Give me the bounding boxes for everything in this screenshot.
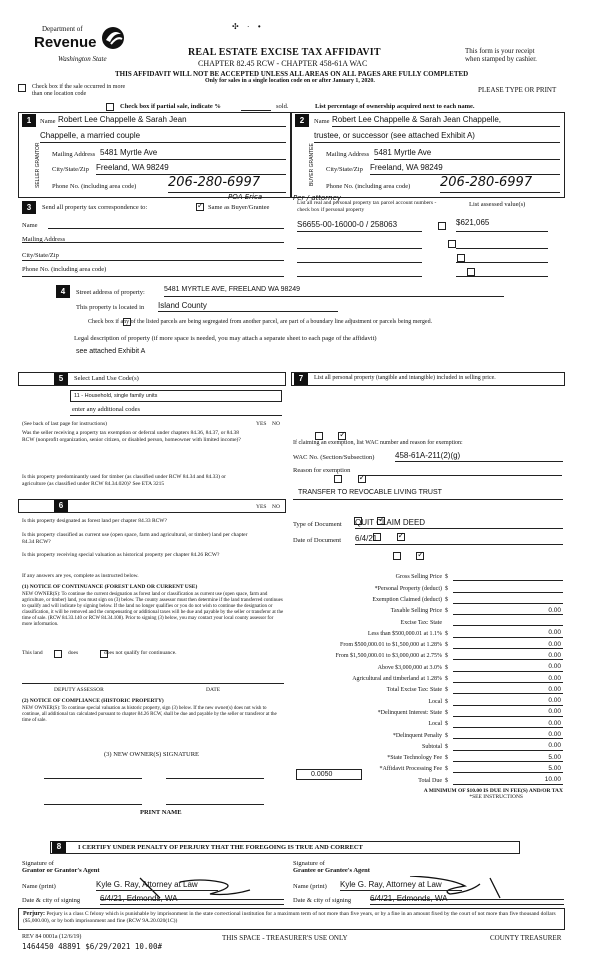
perjury-text: Perjury is a class C felony which is punishable by imprisonment in the state correctional institution for a maximum term of not more than five years, or by a fine in an amount fixed by the court of not more than five thousand dollars ($5,000.00), or by both imprisonment and fine (RCW 9A.20.020(1C)) — [23, 911, 556, 924]
form-title: REAL ESTATE EXCISE TAX AFFIDAVIT — [188, 47, 381, 58]
s6-q2: Is this property classified as current use (open space, farm and agricultural, or timber) land per chapter 84.34 RCW? — [22, 532, 248, 545]
partial-sale-label: Check box if partial sale, indicate % — [120, 103, 221, 110]
calc-row-value[interactable]: 0.00 — [453, 652, 563, 660]
grantee-name-label: Name (print) — [293, 883, 327, 890]
parcel-3-personal-checkbox[interactable] — [457, 254, 465, 262]
washington-state-text: Washington State — [58, 55, 107, 63]
buyer-phone-field[interactable]: 206-280-6997 — [440, 176, 560, 193]
seller-city-label: City/State/Zip — [52, 166, 89, 173]
wac-label: WAC No. (Section/Subsection) — [293, 454, 375, 461]
s3-phone-field[interactable] — [22, 276, 284, 277]
partial-sale-checkbox[interactable] — [106, 103, 114, 111]
buyer-phone-label: Phone No. (including area code) — [326, 183, 411, 190]
calc-row — [293, 728, 563, 739]
section-2-number: 2 — [295, 114, 309, 127]
s3-city-label: City/State/Zip — [22, 252, 59, 259]
calc-row-value[interactable]: 5.00 — [453, 754, 563, 762]
calc-row-label: Local — [428, 698, 442, 705]
s6-q3-yes-checkbox[interactable] — [393, 552, 401, 560]
seller-phone-field[interactable]: 206-280-6997 — [168, 176, 286, 193]
sold-label: sold. — [276, 103, 289, 110]
ownership-pct-note: List percentage of ownership acquired next to each name. — [315, 103, 475, 110]
s5-q1: Was the seller receiving a property tax exemption or deferral under chapters 84.36, 84.37, or 84.38 RCW (nonprofit organization, senior citizen, or disabled person, homeowner with limited income)? — [22, 430, 241, 443]
calc-row — [293, 626, 563, 637]
calc-row-value[interactable]: 0.00 — [453, 731, 563, 739]
grantee-signature-label-2: Grantee or Grantee's Agent — [293, 867, 370, 875]
calc-row — [293, 570, 563, 581]
does-not-label: does not qualify for continuance. — [104, 650, 177, 656]
receipt-note-line2: when stamped by cashier. — [465, 55, 537, 64]
buyer-city-label: City/State/Zip — [326, 166, 363, 173]
calc-row-dollar: $ — [445, 574, 448, 581]
calc-row — [293, 593, 563, 604]
calc-row-label: Gross Selling Price — [395, 574, 442, 581]
section-8-number: 8 — [52, 841, 66, 853]
this-land-row — [22, 650, 282, 660]
calc-row — [293, 604, 563, 615]
s3-name-field[interactable] — [48, 228, 284, 229]
calc-row-value[interactable]: 0.00 — [453, 675, 563, 683]
only-for-sales-text: Only for sales in a single location code on or after January 1, 2020. — [205, 78, 375, 84]
reason-label: Reason for exemption — [293, 467, 351, 474]
assessed-header: List assessed value(s) — [469, 201, 526, 208]
located-label: This property is located in — [76, 304, 145, 311]
notice-2-text: NEW OWNER(S): To continue special valuation as historic property, sign (3) below. If the new owner(s) does not wish to continue, all additional tax calculated pursuant to chapter 84.26 RCW, shall be due and payable by the seller or transferor at the time of sale. — [22, 706, 277, 723]
personal-property-label: List all personal property (tangible and intangible) included in selling price. — [314, 375, 496, 381]
s6-yes-header: YES — [256, 504, 267, 510]
buyer-side-label: BUYER GRANTEE — [309, 143, 315, 187]
calc-row-label: Taxable Selling Price — [390, 608, 442, 615]
reason-line-1[interactable] — [362, 475, 562, 476]
land-use-select[interactable]: 11 - Household, single family units — [70, 390, 282, 402]
calc-row — [293, 717, 563, 728]
calc-row — [293, 751, 563, 762]
calc-row — [293, 660, 563, 671]
certify-text: I CERTIFY UNDER PENALTY OF PERJURY THAT THE FOREGOING IS TRUE AND CORRECT — [78, 844, 363, 851]
calc-row-label: *Delinquent Interest: State — [377, 709, 442, 716]
buyer-city-field[interactable]: Freeland, WA 98249 — [370, 163, 560, 175]
s6-q3: Is this property receiving special valuation as historical property per chapter 84.26 RCW? — [22, 552, 220, 558]
calc-row-dollar: $ — [445, 698, 448, 705]
see-instructions-note: *SEE INSTRUCTIONS — [469, 794, 523, 801]
print-note: PLEASE TYPE OR PRINT — [478, 86, 557, 94]
see-back-note: (See back of last page for instructions) — [22, 421, 107, 427]
calc-row-label: Agricultural and timberland at 1.28% — [352, 676, 442, 683]
doc-date-label: Date of Document — [293, 537, 342, 544]
calc-row-value[interactable]: 0.00 — [453, 697, 563, 705]
additional-codes-label: enter any additional codes — [72, 406, 141, 413]
calc-row-label: Total Due — [418, 777, 442, 784]
grantor-name-field[interactable]: Kyle G. Ray, Attorney at Law — [96, 880, 218, 891]
calc-row-value[interactable] — [453, 625, 563, 626]
section-6-number: 6 — [54, 500, 68, 512]
calc-row-value[interactable]: 10.00 — [453, 776, 563, 784]
rev-number: REV 84 0001a (12/6/19) — [22, 934, 82, 940]
multi-location-label: Check box if the sale occurred in more than one location code — [32, 84, 126, 97]
grantee-date-field[interactable]: 6/4/21, Edmonds, WA — [370, 894, 564, 905]
grantor-signature-label — [22, 860, 100, 875]
new-owner-signature-label: (3) NEW OWNER(S) SIGNATURE — [104, 751, 200, 758]
calc-row-dollar: $ — [445, 653, 448, 660]
seller-mailing-label: Mailing Address — [52, 151, 96, 158]
new-owner-signature-line-2[interactable] — [166, 778, 264, 779]
treasurer-space-label: THIS SPACE - TREASURER'S USE ONLY — [222, 934, 348, 942]
county-treasurer-label: COUNTY TREASURER — [490, 934, 562, 942]
seller-name-line2[interactable]: Chappelle, a married couple — [40, 131, 286, 143]
calc-row-label: *Personal Property (deduct) — [374, 585, 442, 592]
s5-q2: Is this property predominantly used for timber (as classified under RCW 84.34 and 84.33) or agriculture (as classified under RCW 84.34.020)? See ETA 3215 — [22, 474, 226, 487]
grantee-date-label: Date & city of signing — [293, 897, 352, 904]
street-field[interactable]: 5481 MYRTLE AVE, FREELAND WA 98249 — [164, 286, 504, 297]
warning-text: THIS AFFIDAVIT WILL NOT BE ACCEPTED UNLESS ALL AREAS ON ALL PAGES ARE FULLY COMPLETED — [115, 70, 469, 78]
local-rate-field[interactable]: 0.0050 — [296, 769, 362, 780]
grantee-signature-label-1: Signature of — [293, 860, 325, 867]
send-correspondence-label: Send all property tax correspondence to: — [42, 204, 148, 211]
revenue-logo-icon — [100, 24, 126, 52]
calc-row-dollar: $ — [445, 743, 448, 750]
s3-mailing-label: Mailing Address — [22, 236, 66, 243]
calc-row-value[interactable] — [453, 592, 563, 593]
section-1-number: 1 — [22, 114, 36, 127]
parcel-1-personal-checkbox[interactable] — [438, 222, 446, 230]
attorney-note: Per / attorney — [293, 194, 342, 202]
receipt-note-line1: This form is your receipt — [465, 47, 535, 55]
same-as-buyer-checkbox[interactable] — [196, 203, 204, 211]
seller-name-label: Name — [40, 118, 56, 125]
calc-row — [293, 615, 563, 626]
parcel-list-header: List all real and personal property tax parcel account numbers - check box if personal property — [297, 200, 437, 213]
doc-type-field[interactable]: QUIT CLAIM DEED — [355, 518, 563, 529]
s5-q1-yes-checkbox[interactable] — [315, 432, 323, 440]
calc-row-dollar: $ — [445, 687, 448, 694]
legal-description-label: Legal description of property (if more space is needed, you may attach a separate sheet to each page of the affidavit) — [74, 335, 377, 342]
form-subtitle: CHAPTER 82.45 RCW - CHAPTER 458-61A WAC — [198, 59, 368, 68]
grantor-signature-label-2: Grantor or Grantor's Agent — [22, 867, 100, 875]
tax-calculation — [293, 570, 563, 801]
s5-q1-no-checkbox[interactable] — [338, 432, 346, 440]
s5-q2-yes-checkbox[interactable] — [334, 475, 342, 483]
street-label: Street address of property: — [76, 289, 145, 296]
land-does-checkbox[interactable] — [54, 650, 62, 658]
parcel-2-personal-checkbox[interactable] — [448, 240, 456, 248]
assessed-field-2[interactable] — [456, 248, 548, 249]
receipt-note — [465, 47, 537, 63]
s5-no-header: NO — [272, 421, 280, 427]
calc-row-dollar: $ — [445, 766, 448, 773]
calc-row-dollar: $ — [445, 709, 448, 716]
calc-row — [293, 683, 563, 694]
parcel-field-3[interactable] — [297, 262, 422, 263]
calc-row — [293, 581, 563, 592]
buyer-name-line1[interactable]: Robert Lee Chappelle & Sarah Jean Chappelle, — [332, 115, 560, 127]
grantee-signature-label — [293, 860, 370, 875]
calc-row-dollar: $ — [445, 755, 448, 762]
buyer-mailing-field[interactable]: 5481 Myrtle Ave — [374, 148, 560, 160]
calc-row-dollar: $ — [445, 597, 448, 603]
calc-row-label: *Affidavit Processing Fee — [379, 766, 442, 773]
calc-row-dollar: $ — [445, 676, 448, 683]
poa-note: POA Erica — [228, 193, 263, 201]
calc-row-value[interactable]: 0.00 — [453, 663, 563, 671]
notice-2-title: (2) NOTICE OF COMPLIANCE (HISTORIC PROPERTY) — [22, 698, 164, 704]
grantee-name-field[interactable]: Kyle G. Ray, Attorney at Law — [340, 880, 462, 891]
calc-row-label: From $1,500,000.01 to $3,000,000 at 2.75% — [335, 653, 442, 660]
assessed-field-3[interactable] — [456, 262, 548, 263]
calc-row-dollar: $ — [445, 721, 448, 728]
calc-row — [293, 649, 563, 660]
parcel-field-1[interactable]: S6655-00-16000-0 / 258063 — [297, 220, 422, 232]
revenue-wordmark: Revenue — [34, 34, 97, 51]
perjury-label: Perjury: — [23, 911, 45, 917]
deputy-assessor-label: DEPUTY ASSESSOR — [54, 687, 104, 693]
calc-row — [293, 672, 563, 683]
section-4-number: 4 — [56, 285, 70, 298]
calc-row — [293, 739, 563, 750]
grantor-date-label: Date & city of signing — [22, 897, 81, 904]
parcel-field-2[interactable] — [297, 248, 422, 249]
buyer-name-label: Name — [314, 118, 330, 125]
minimum-note: A MINIMUM OF $10.00 IS DUE IN FEE(S) AND/OR TAX — [423, 787, 563, 794]
seller-name-line1[interactable]: Robert Lee Chappelle & Sarah Jean — [58, 115, 286, 127]
calc-row-label: Subtotal — [421, 743, 442, 750]
assessed-field-1[interactable]: $621,065 — [456, 218, 548, 232]
calc-row-value[interactable] — [453, 603, 563, 604]
doc-type-label: Type of Document — [293, 521, 342, 528]
s6-if-any: If any answers are yes, complete as instructed below. — [22, 573, 139, 579]
treasurer-stamp: 1464450 48891 $6/29/2021 10.00# — [22, 942, 162, 951]
calc-row-value[interactable] — [453, 580, 563, 581]
does-label: does — [68, 650, 79, 656]
reason-line-2[interactable] — [293, 499, 563, 500]
s3-city-field[interactable] — [22, 260, 284, 261]
calc-row-dollar: $ — [445, 642, 448, 649]
s3-name-label: Name — [22, 222, 38, 229]
print-name-line-1[interactable] — [44, 804, 142, 805]
calc-row-dollar: $ — [445, 608, 448, 615]
parcel-4-personal-checkbox[interactable] — [467, 268, 475, 276]
partial-sale-pct-field[interactable] — [241, 110, 271, 111]
calc-row-label: *Delinquent Penalty — [392, 732, 442, 739]
calc-row-label: From $500,000.01 to $1,500,000 at 1.28% — [340, 642, 442, 649]
calc-row — [293, 694, 563, 705]
doc-date-field[interactable]: 6/4/21 — [355, 534, 563, 545]
reason-field[interactable]: TRANSFER TO REVOCABLE LIVING TRUST — [298, 489, 442, 496]
calc-row-dollar: $ — [445, 777, 448, 784]
calc-row-label: Less than $500,000.01 at 1.1% — [367, 630, 442, 637]
multi-location-checkbox[interactable] — [18, 84, 26, 92]
s6-q1: Is this property designated as forest land per chapter 84.33 RCW? — [22, 518, 167, 524]
dept-of-text: Department of — [42, 25, 83, 33]
s6-no-header: NO — [272, 504, 280, 510]
section-3-number: 3 — [22, 201, 36, 214]
calc-row-value[interactable]: 0.00 — [453, 742, 563, 750]
calc-row-value[interactable]: 0.00 — [453, 607, 563, 615]
s5-q2-no-checkbox[interactable] — [358, 475, 366, 483]
grantor-date-field[interactable]: 6/4/21, Edmonds, WA — [100, 894, 284, 905]
calc-row-value[interactable]: 5.00 — [453, 765, 563, 773]
print-name-line-2[interactable] — [166, 804, 264, 805]
exemption-label: If claiming an exemption, list WAC number and reason for exemption: — [293, 440, 463, 446]
deputy-date-label: DATE — [206, 687, 221, 693]
segregated-label: Check box if any of the listed parcels are being segregated from another parcel, are part of a boundary line adjustment or parcels being merged. — [88, 319, 433, 325]
this-land-label: This land — [22, 650, 43, 656]
seller-city-field[interactable]: Freeland, WA 98249 — [96, 163, 286, 175]
calc-row-value[interactable]: 0.00 — [453, 708, 563, 716]
s3-phone-label: Phone No. (including area code) — [22, 266, 107, 273]
notice-1-title: (1) NOTICE OF CONTINUANCE (FOREST LAND OR CURRENT USE) — [22, 584, 198, 590]
grantor-signature-label-1: Signature of — [22, 860, 54, 867]
calc-row-label: Excise Tax: State — [400, 619, 442, 626]
deputy-assessor-line[interactable] — [22, 683, 284, 684]
seller-side-label: SELLER GRANTOR — [35, 142, 41, 188]
same-as-buyer-label: Same as Buyer/Grantee — [208, 204, 270, 211]
seller-mailing-field[interactable]: 5481 Myrtle Ave — [100, 148, 286, 160]
calc-row-value[interactable]: 0.00 — [453, 629, 563, 637]
buyer-mailing-label: Mailing Address — [326, 151, 370, 158]
wac-field[interactable]: 458-61A-211(2)(g) — [395, 451, 563, 462]
notice-1-text: NEW OWNER(S): To continue the current designation as forest land or classification as current use (open space, farm and agriculture, or timber) land, you must sign on (3) below. The county assessor must then determine if the land transferred continues to qualify and will indicate by signing below. If the land no longer qualifies or you do not wish to continue the designation or classification, it will be removed and the compensating or additional taxes will be due and payable by the seller or transferor at the time of sale. (RCW 84.33.140 or RCW 84.34.108). Prior to signing (3) below, you may contact your local county assessor for more information. — [22, 592, 284, 627]
calc-row-dollar: $ — [445, 585, 448, 592]
calc-row-label: Exemption Claimed (deduct) — [372, 597, 442, 603]
seller-phone-label: Phone No. (including area code) — [52, 183, 137, 190]
additional-codes-field[interactable] — [70, 415, 282, 416]
calc-row-dollar: $ — [445, 732, 448, 739]
calc-row-label: Total Excise Tax: State — [386, 687, 442, 694]
section-7-number: 7 — [294, 373, 308, 385]
new-owner-signature-line-1[interactable] — [44, 778, 142, 779]
calc-row-dollar: $ — [445, 664, 448, 671]
calc-row-label: Above $3,000,000 at 3.0% — [377, 664, 442, 671]
parcel-field-4[interactable] — [297, 276, 422, 277]
perjury-box — [18, 908, 565, 930]
s5-yes-header: YES — [256, 421, 267, 427]
buyer-name-line2[interactable]: trustee, or successor (see attached Exhibit A) — [314, 131, 560, 143]
dor-logo — [20, 22, 135, 72]
section-5-number: 5 — [54, 373, 68, 385]
calc-row — [293, 638, 563, 649]
legal-description-field[interactable]: see attached Exhibit A — [76, 348, 146, 355]
calc-row-label: *State Technology Fee — [387, 755, 442, 762]
s6-q3-no-checkbox[interactable] — [416, 552, 424, 560]
land-use-label: Select Land Use Code(s) — [74, 375, 139, 382]
calc-row-value[interactable]: 0.00 — [453, 720, 563, 728]
calc-row — [293, 706, 563, 717]
located-field[interactable]: Island County — [158, 301, 338, 312]
calc-row-value[interactable]: 0.00 — [453, 686, 563, 694]
assessed-field-4[interactable] — [456, 276, 548, 277]
calc-row-label: Local — [428, 721, 442, 728]
calc-row-value[interactable]: 0.00 — [453, 641, 563, 649]
print-name-label: PRINT NAME — [140, 809, 182, 816]
top-scribble: ✣ · • — [232, 22, 264, 31]
multi-location-row — [18, 84, 178, 98]
grantor-name-label: Name (print) — [22, 883, 56, 890]
calc-row-dollar: $ — [445, 630, 448, 637]
